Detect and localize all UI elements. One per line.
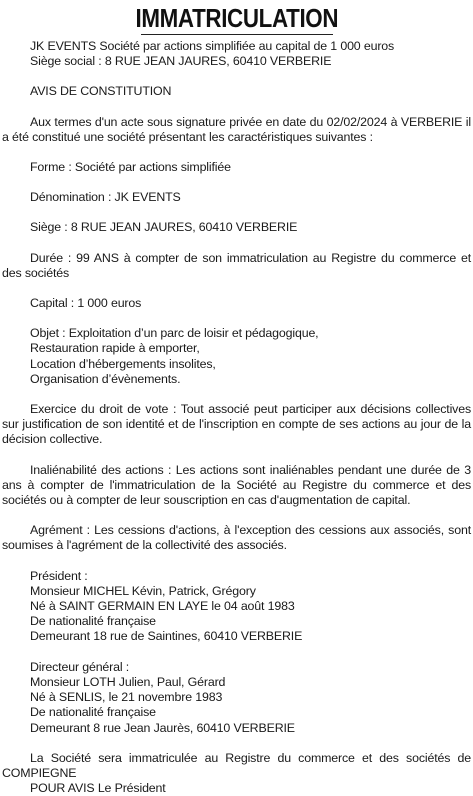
president-line: Demeurant 18 rue de Saintines, 60410 VERBERIE — [30, 629, 303, 644]
directeur-line: Monsieur LOTH Julien, Paul, Gérard — [30, 674, 226, 689]
directeur-line: Demeurant 8 rue Jean Jaurès, 60410 VERBERIE — [30, 720, 295, 735]
president-line: Né à SAINT GERMAIN EN LAYE le 04 août 1983 — [30, 599, 295, 614]
directeur-line: Directeur général : — [30, 659, 130, 674]
title-underline — [141, 34, 333, 35]
company-header — [2, 39, 471, 69]
title-block — [2, 0, 471, 35]
avis-heading: AVIS DE CONSTITUTION — [30, 84, 172, 99]
siege-paragraph: Siège : 8 RUE JEAN JAURES, 60410 VERBERIE — [30, 220, 298, 235]
president-line: De nationalité française — [30, 614, 156, 629]
objet-line: Restauration rapide à emporter, — [30, 341, 200, 356]
directeur-line: De nationalité française — [30, 705, 156, 720]
capital-paragraph: Capital : 1 000 euros — [30, 296, 142, 311]
notice-title: IMMATRICULATION — [135, 3, 338, 33]
president-line: Président : — [30, 568, 88, 583]
objet-line: Location d’hébergements insolites, — [30, 356, 216, 371]
intro-paragraph: Aux termes d'un acte sous signature privée en date du 02/02/2024 à VERBERIE il a été constitué une société présentant les caractéristiques suivantes : — [2, 114, 471, 144]
president-paragraph — [2, 569, 471, 645]
duree-paragraph: Durée : 99 ANS à compter de son immatriculation au Registre du commerce et des sociétés — [2, 250, 471, 280]
denomination-paragraph: Dénomination : JK EVENTS — [30, 190, 181, 205]
president-line: Monsieur MICHEL Kévin, Patrick, Grégory — [30, 583, 256, 598]
objet-line: Objet : Exploitation d’un parc de loisir et pédagogique, — [30, 326, 319, 341]
directeur-line: Né à SENLIS, le 21 novembre 1983 — [30, 690, 223, 705]
closing-signature: POUR AVIS Le Président — [30, 781, 166, 796]
immatriculation-paragraph: La Société sera immatriculée au Registre du commerce et des sociétés de COMPIEGNE — [2, 750, 471, 780]
exercice-paragraph: Exercice du droit de vote : Tout associé peut participer aux décisions collectives sur justification de son identité et de l'inscription en compte de ses actions au jour de la décision collective. — [2, 402, 471, 447]
company-header-line: Siège social : 8 RUE JEAN JAURES, 60410 VERBERIE — [30, 54, 332, 69]
agrement-paragraph: Agrément : Les cessions d'actions, à l'exception des cessions aux associés, sont soumises à l'agrément de la collectivité des associés. — [2, 523, 471, 553]
company-header-line: JK EVENTS Société par actions simplifiée au capital de 1 000 euros — [30, 39, 395, 53]
objet-line: Organisation d’évènements. — [30, 371, 181, 386]
inalienabilite-paragraph: Inaliénabilité des actions : Les actions sont inaliénables pendant une durée de 3 ans à compter de l'immatriculation de la Société au Registre du commerce et des sociétés ou à compter de leur souscription en cas d'augmentation de capital. — [2, 462, 471, 508]
notice-body — [2, 39, 471, 796]
forme-paragraph: Forme : Société par actions simplifiée — [30, 160, 231, 175]
objet-paragraph — [2, 326, 471, 387]
directeur-paragraph — [2, 660, 471, 736]
